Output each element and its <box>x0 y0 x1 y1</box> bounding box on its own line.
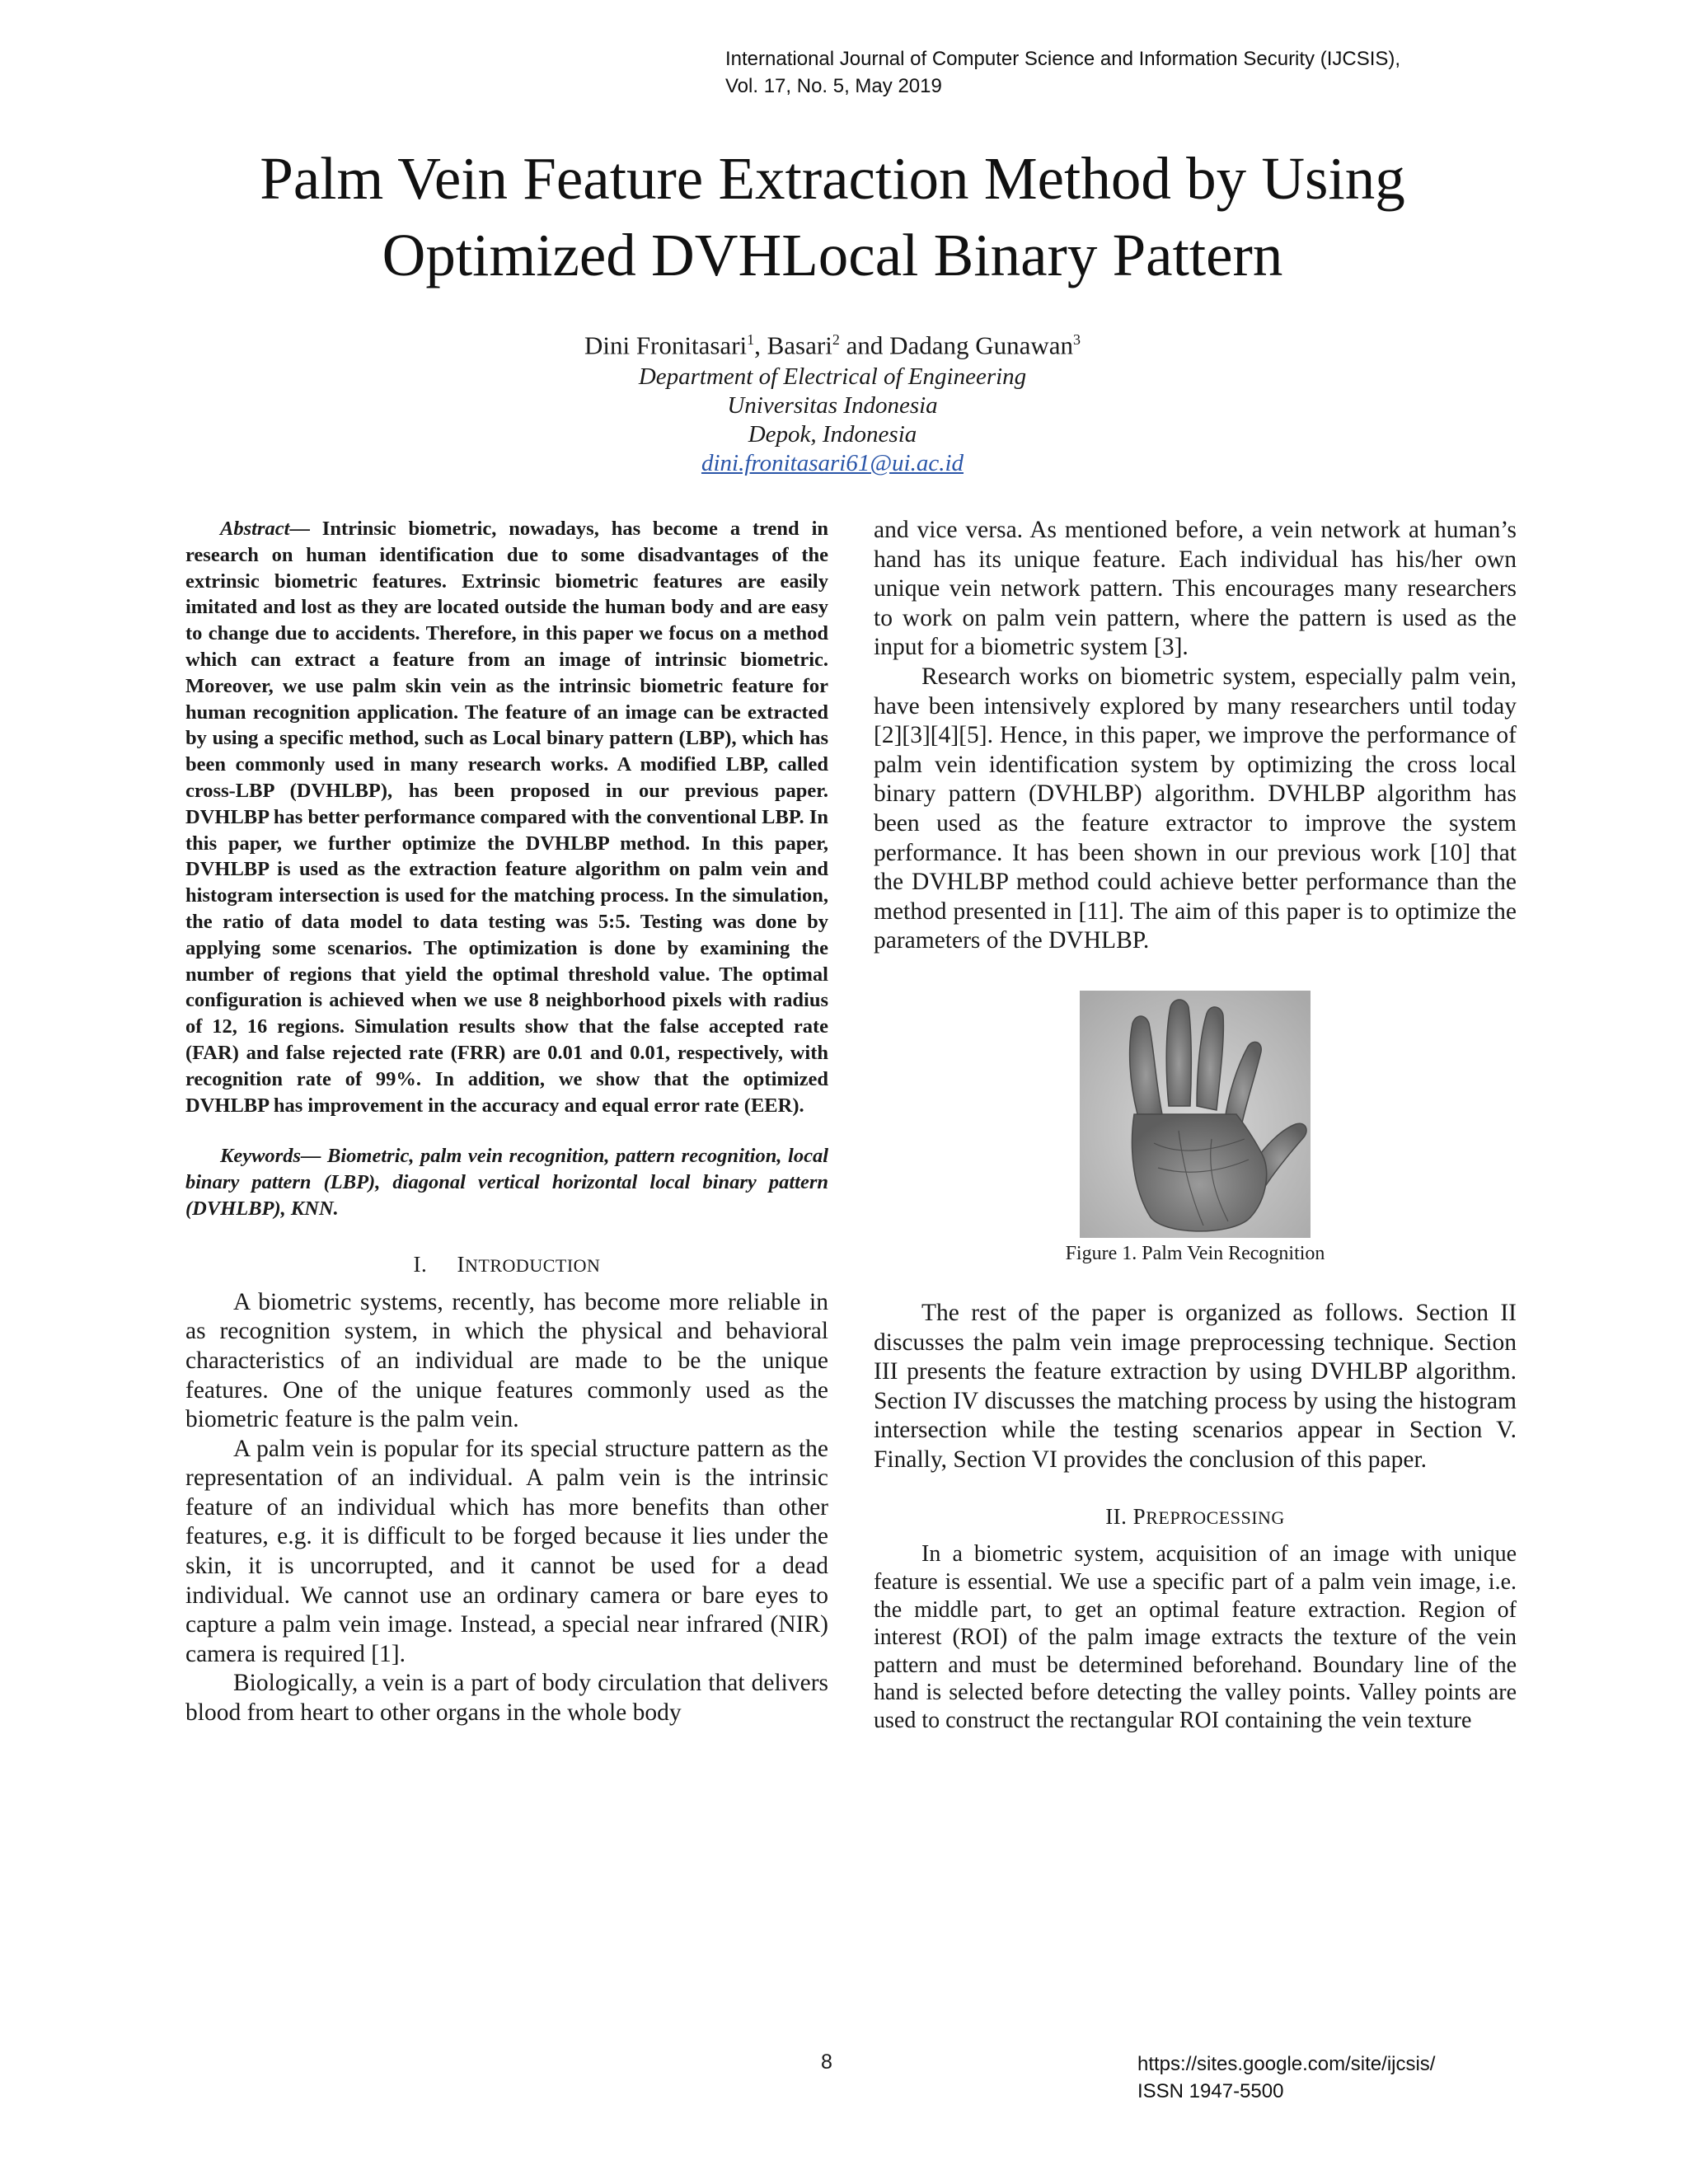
section-1-number: I. <box>413 1251 428 1277</box>
affiliation-block <box>247 363 1418 478</box>
preprocessing-paragraph-1: In a biometric system, acquisition of an image with unique feature is essential. We use a specific part of a palm vein image, i.e. the middle part, to get an optimal feature extraction. Region of interest (ROI) of the palm image extracts the texture of the vein pattern and must be determined beforehand. Boundary line of the hand is selected before detecting the valley points. Valley points are used to construct the rectangular ROI containing the vein texture <box>874 1541 1517 1734</box>
author-3: Dadang Gunawan <box>889 330 1074 360</box>
abstract-dash: — <box>289 518 322 540</box>
palm-vein-image <box>1080 991 1311 1238</box>
paper-title <box>107 140 1558 293</box>
section-2-number: II. <box>1105 1504 1128 1530</box>
intro-paragraph-3: Biologically, a vein is a part of body circulation that delivers blood from heart to other organs in the whole body <box>185 1670 828 1727</box>
section-heading-preprocessing <box>874 1502 1517 1532</box>
author-3-affil-mark: 3 <box>1073 331 1081 348</box>
intro-continuation: and vice versa. As mentioned before, a vein network at human’s hand has its unique feature. Each individual has his/her own unique vein network pattern. This encourages many researchers to work on palm vein pattern, where the pattern is used as the input for a biometric system [3]. <box>874 517 1517 661</box>
page-number: 8 <box>821 2050 832 2074</box>
author-email-link[interactable]: dini.fronitasari61@ui.ac.id <box>701 450 964 476</box>
title-line-2: Optimized DVHLocal Binary Pattern <box>382 222 1283 288</box>
section-2-title-initial: P <box>1132 1504 1146 1530</box>
title-line-1: Palm Vein Feature Extraction Method by Using <box>260 145 1405 212</box>
author-2: Basari <box>767 330 832 360</box>
intro-paragraph-2: A palm vein is popular for its special structure pattern as the representation of an individual. A palm vein is the intrinsic feature of an individual which has more benefits than other features, e.g. it is difficult to be forged because it lies under the skin, it is uncorrupted, and it cannot be used for a dead individual. We cannot use an ordinary camera or bare eyes to capture a palm vein image. Instead, a special near infrared (NIR) camera is required [1]. <box>185 1435 828 1667</box>
keywords <box>185 1143 828 1221</box>
intro-paragraph-5: The rest of the paper is organized as follows. Section II discusses the palm vein image preprocessing technique. Section III presents the feature extraction by using DVHLBP algorithm. Section IV discusses the matching process by using the histogram intersection while the testing scenarios appear in Section V. Finally, Section VI provides the conclusion of this paper. <box>874 1299 1517 1473</box>
figure-1-caption: Figure 1. Palm Vein Recognition <box>1065 1242 1325 1264</box>
author-list <box>247 323 1418 362</box>
affiliation-department: Department of Electrical of Engineering <box>638 363 1027 390</box>
journal-header <box>725 45 1550 100</box>
author-separator-2: and <box>839 330 890 360</box>
author-1: Dini Fronitasari <box>584 330 748 360</box>
abstract-label: Abstract <box>220 518 290 540</box>
intro-paragraph-1: A biometric systems, recently, has become more reliable in as recognition system, in which the physical and behavioral characteristics of an individual are made to be the unique features. One of the unique features commonly used as the biometric feature is the palm vein. <box>185 1288 828 1433</box>
affiliation-location: Depok, Indonesia <box>748 421 917 448</box>
section-2-title-rest: REPROCESSING <box>1146 1507 1285 1529</box>
author-2-affil-mark: 2 <box>832 331 840 348</box>
keywords-label: Keywords <box>220 1145 301 1168</box>
footer-info <box>1137 2050 1550 2105</box>
keywords-text: Biometric, palm vein recognition, pattern recognition, local binary pattern (LBP), diagonal vertical horizontal local binary pattern (DVHLBP), KNN. <box>185 1145 828 1220</box>
section-1-title-rest: NTRODUCTION <box>465 1254 601 1276</box>
keywords-dash: — <box>301 1145 328 1168</box>
right-column <box>874 516 1517 1735</box>
left-column <box>185 516 828 1728</box>
journal-line-2: Vol. 17, No. 5, May 2019 <box>725 75 942 97</box>
abstract-text: Intrinsic biometric, nowadays, has become a trend in research on human identification due to some disadvantages of the extrinsic biometric features. Extrinsic biometric features are easily imitated and lost as they are located outside the human body and are easy to change due to accidents. Therefore, in this paper we focus on a method which can extract a feature from an image of intrinsic biometric. Moreover, we use palm skin vein as the intrinsic biometric feature for human recognition application. The feature of an image can be extracted by using a specific method, such as Local binary pattern (LBP), which has been commonly used in many research works. A modified LBP, called cross-LBP (DVHLBP), has been proposed in our previous paper. DVHLBP has better performance compared with the conventional LBP. In this paper, we further optimize the DVHLBP method. In this paper, DVHLBP is used as the extraction feature algorithm on palm vein and histogram intersection is used for the matching process. In the simulation, the ratio of data model to data testing was 5:5. Testing was done by applying some scenarios. The optimization is done by examining the number of regions that yield the optimal threshold value. The optimal configuration is achieved when we use 8 neighborhood pixels with radius of 12, 16 regions. Simulation results show that the false accepted rate (FAR) and false rejected rate (FRR) are 0.01 and 0.01, respectively, with recognition rate of 99%. In addition, we show that the optimized DVHLBP has improvement in the accuracy and equal error rate (EER). <box>185 518 828 1117</box>
author-separator-1: , <box>754 330 767 360</box>
abstract <box>185 516 828 1118</box>
journal-line-1: International Journal of Computer Science and Information Security (IJCSIS), <box>725 48 1401 70</box>
footer-issn: ISSN 1947-5500 <box>1137 2080 1284 2102</box>
section-2-body <box>874 1540 1517 1734</box>
intro-paragraph-4: Research works on biometric system, especially palm vein, have been intensively explored by many researchers until today [2][3][4][5]. Hence, in this paper, we improve the performance of palm vein identification system by optimizing the cross local binary pattern (DVHLBP) algorithm. DVHLBP algorithm has been used as the feature extractor to improve the system performance. It has been shown in our previous work [10] that the DVHLBP method could achieve better performance than the method presented in [11]. The aim of this paper is to optimize the parameters of the DVHLBP. <box>874 663 1517 954</box>
affiliation-university: Universitas Indonesia <box>727 392 938 419</box>
section-1-title-initial: I <box>457 1251 466 1277</box>
figure-1 <box>874 991 1517 1266</box>
section-heading-introduction <box>185 1250 828 1280</box>
footer-url[interactable]: https://sites.google.com/site/ijcsis/ <box>1137 2053 1436 2075</box>
author-1-affil-mark: 1 <box>747 331 755 348</box>
